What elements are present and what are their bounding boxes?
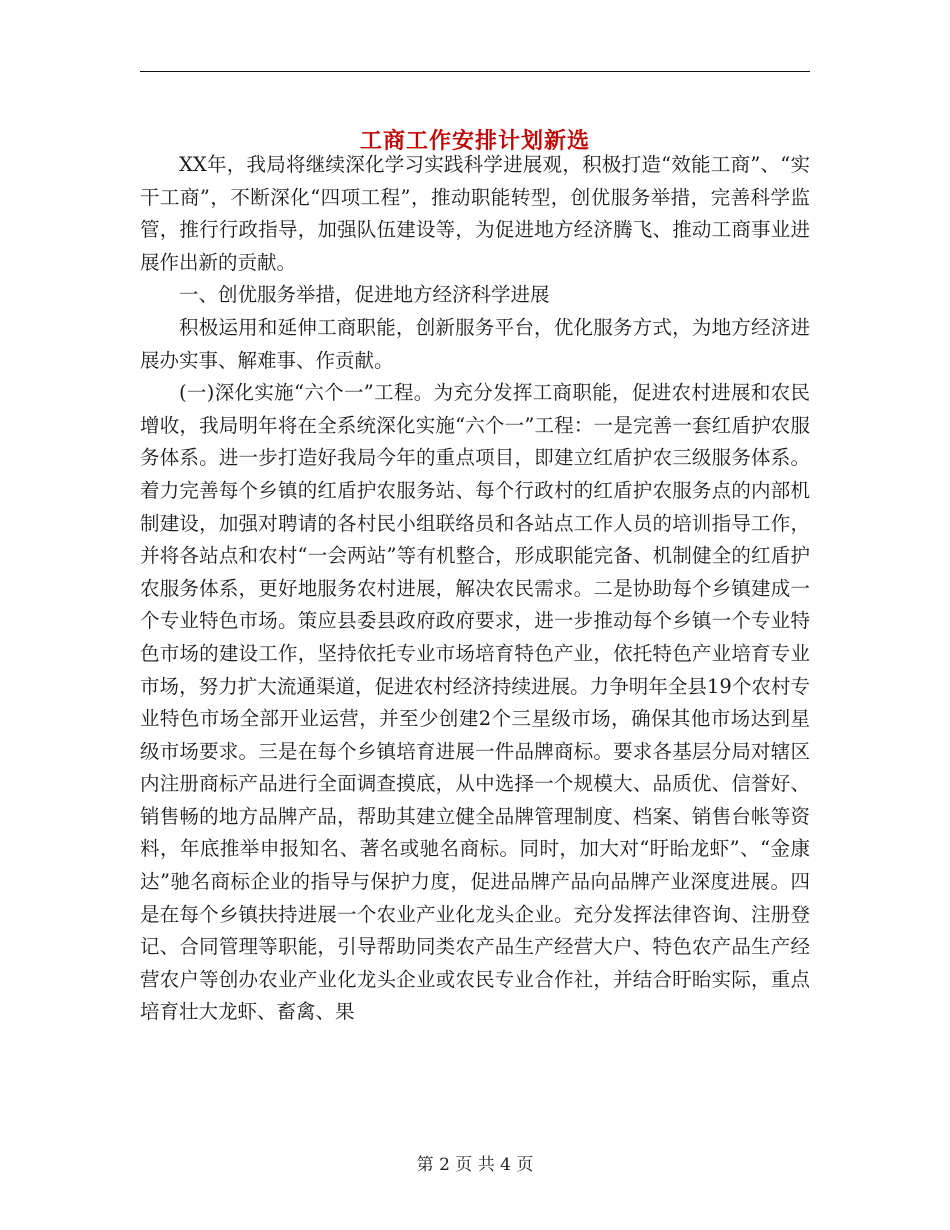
intro-paragraph: XX年，我局将继续深化学习实践科学进展观，积极打造“效能工商”、“实干工商”，不断深化“四项工程”，推动职能转型，创优服务举措，完善科学监管，推行行政指导，加强队伍建设等，为促进地方经济腾飞、推动工商事业进展作出新的贡献。 [140, 153, 810, 274]
section-intro-paragraph: 积极运用和延伸工商职能，创新服务平台，优化服务方式，为地方经济进展办实事、解难事、作贡献。 [140, 315, 810, 372]
page-number: 第 2 页 共 4 页 [416, 1155, 534, 1175]
document-title: 工商工作安排计划新选 [359, 127, 590, 154]
section-heading: 一、创优服务举措，促进地方经济科学进展 [179, 283, 550, 307]
six-one-project-paragraph: (一)深化实施“六个一”工程。为充分发挥工商职能，促进农村进展和农民增收，我局明年将在全系统深化实施“六个一”工程：一是完善一套红盾护农服务体系。进一步打造好我局今年的重点项目，即建立红盾护农三级服务体系。着力完善每个乡镇的红盾护农服务站、每个行政村的红盾护农服务点的内部机制建设，加强对聘请的各村民小组联络员和各站点工作人员的培训指导工作，并将各站点和农村“一会两站”等有机整合，形成职能完备、机制健全的红盾护农服务体系，更好地服务农村进展，解决农民需求。二是协助每个乡镇建成一个专业特色市场。策应县委县政府政府要求，进一步推动每个乡镇一个专业特色市场的建设工作，坚持依托专业市场培育特色产业，依托特色产业培育专业市场，努力扩大流通渠道，促进农村经济持续进展。力争明年全县19个农村专业特色市场全部开业运营，并至少创建2个三星级市场，确保其他市场达到星级市场要求。三是在每个乡镇培育进展一件品牌商标。要求各基层分局对辖区内注册商标产品进行全面调查摸底，从中选择一个规模大、品质优、信誉好、销售畅的地方品牌产品，帮助其建立健全品牌管理制度、档案、销售台帐等资料，年底推举申报知名、著名或驰名商标。同时，加大对“盱眙龙虾”、“金康达”驰名商标企业的指导与保护力度，促进品牌产品向品牌产业深度进展。四是在每个乡镇扶持进展一个农业产业化龙头企业。充分发挥法律咨询、注册登记、合同管理等职能，引导帮助同类农产品生产经营大户、特色农产品生产经营农户等创办农业产业化龙头企业或农民专业合作社，并结合盱眙实际，重点培育壮大龙虾、畜禽、果 [140, 381, 810, 1024]
document-body [140, 149, 810, 1029]
header-rule [140, 71, 810, 72]
